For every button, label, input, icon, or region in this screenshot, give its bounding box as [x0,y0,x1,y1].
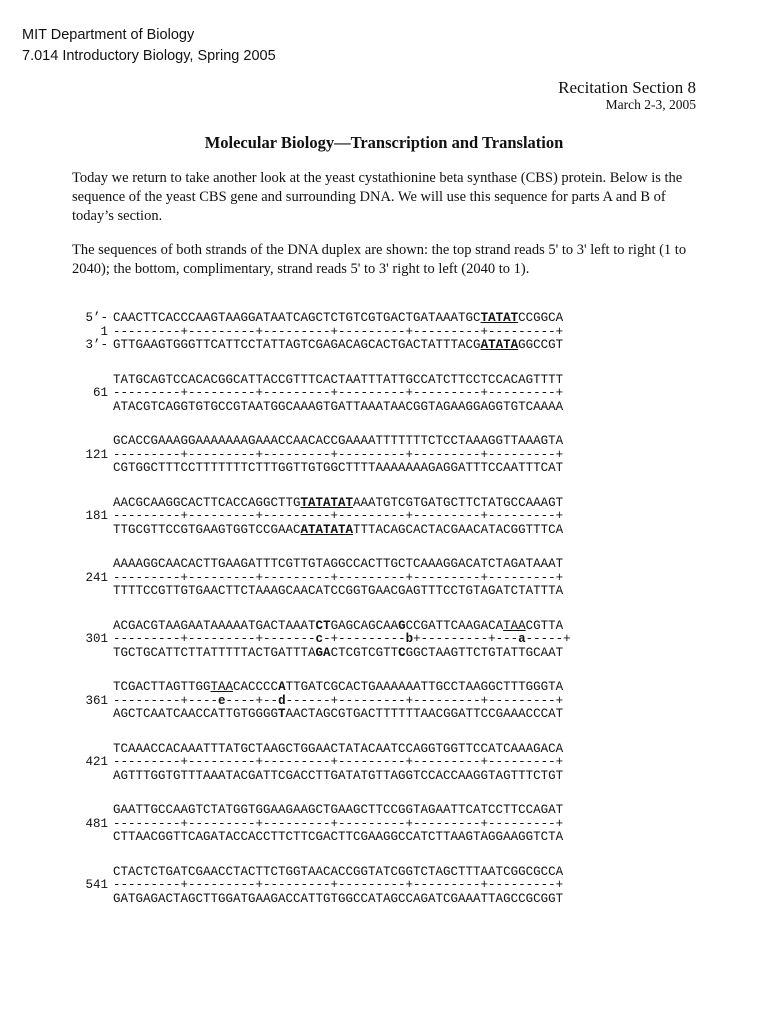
bottom-strand: GATGAGACTAGCTTGGATGAAGACCATTGTGGCCATAGCCAGATCGAAATTAGCCGCGGT [113,891,564,906]
position-number: 121 [85,447,108,462]
position-number: 181 [85,509,108,523]
position-number: 481 [85,816,108,831]
top-strand: TCGACTTAGTTGGTAACACCCCATTGATCGCACTGAAAAAATTGCCTAAGGCTTTGGGTA [113,680,564,694]
position-number: 1 [100,324,108,339]
sequence-block [0,557,768,619]
position-number: 301 [85,632,108,646]
top-strand: ACGACGTAAGAATAAAAATGACTAAATCTGAGCAGCAAGCCGATTCAAGACATAACGTTA [113,618,564,633]
ruler: ---------+---------+---------+---------+---------+---------+ [113,570,564,585]
strand-description-paragraph: The sequences of both strands of the DNA duplex are shown: the top strand reads 5' to 3' left to right (1 to 2040); the bottom, complimentary, strand reads 5' to 3' right to left (2040 to 1). [72,242,687,277]
ruler: ---------+---------+---------+---------+---------+---------+ [113,878,564,892]
bottom-strand: TTGCGTTCCGTGAAGTGGTCCGAACATATATATTTACAGCACTACGAACATACGGTTTCA [113,522,564,537]
top-strand: CTACTCTGATCGAACCTACTTCTGGTAACACCGGTATCGGTCTAGCTTTAATCGGCGCCA [113,864,564,879]
ruler: ---------+---------+---------+---------+---------+---------+ [113,324,564,339]
sequence-block [0,803,768,865]
position-number: 421 [85,755,108,769]
intro-paragraph: Today we return to take another look at the yeast cystathionine beta synthase (CBS) protein. Below is the sequence of the yeast CBS gene and surrounding DNA. We will use this sequence for parts A and B of today’s section. [72,170,683,224]
sequence-block [0,373,768,435]
bottom-strand: CGTGGCTTTCCTTTTTTTCTTTGGTTGTGGCTTTTAAAAAAAGAGGATTTCCAATTTCAT [113,461,564,475]
bottom-strand-label: 3’- [85,338,108,352]
ruler: ---------+---------+-------c-+---------b+---------+---a-----+ [113,632,571,646]
sequence-block [0,680,768,742]
sequence-block [0,619,768,681]
top-strand: GAATTGCCAAGTCTATGGTGGAAGAAGCTGAAGCTTCCGGTAGAATTCATCCTTCCAGAT [113,803,564,817]
bottom-strand: GTTGAAGTGGGTTCATTCCTATTAGTCGAGACAGCACTGACTATTTACGATATAGGCCGT [113,338,564,352]
top-strand: CAACTTCACCCAAGTAAGGATAATCAGCTCTGTCGTGACTGATAAATGCTATATCCGGCA [113,311,564,325]
sequence-block [0,496,768,558]
top-strand-label: 5’- [85,311,108,325]
department-name: MIT Department of Biology [22,27,195,43]
bottom-strand: CTTAACGGTTCAGATACCACCTTCTTCGACTTCGAAGGCCATCTTAAGTAGGAAGGTCTA [113,830,564,844]
sequence-block [0,742,768,804]
ruler: ---------+---------+---------+---------+---------+---------+ [113,447,564,462]
ruler: ---------+---------+---------+---------+---------+---------+ [113,386,564,400]
dna-sequence [0,311,768,926]
bottom-strand: TGCTGCATTCTTATTTTTACTGATTTAGACTCGTCGTTCGGCTAAGTTCTGTATTGCAAT [113,645,564,660]
ruler: ---------+---------+---------+---------+---------+---------+ [113,816,564,831]
bottom-strand: AGCTCAATCAACCATTGTGGGGTAACTAGCGTGACTTTTTTAACGGATTCCGAAACCCAT [113,707,564,721]
ruler: ---------+----e----+--d------+---------+---------+---------+ [113,693,564,708]
top-strand: AACGCAAGGCACTTCACCAGGCTTGTATATATAAATGTCGTGATGCTTCTATGCCAAAGT [113,495,564,510]
bottom-strand: AGTTTGGTGTTTAAATACGATTCGACCTTGATATGTTAGGTCCACCAAGGTAGTTTCTGT [113,768,564,783]
course-name: 7.014 Introductory Biology, Spring 2005 [22,48,276,64]
position-number: 541 [85,878,108,892]
top-strand: TCAAACCACAAATTTATGCTAAGCTGGAACTATACAATCCAGGTGGTTCCATCAAAGACA [113,741,564,756]
sequence-block [0,865,768,927]
top-strand: AAAAGGCAACACTTGAAGATTTCGTTGTAGGCCACTTGCTCAAAGGACATCTAGATAAAT [113,557,564,571]
position-number: 61 [92,386,108,400]
position-number: 241 [85,570,108,585]
ruler: ---------+---------+---------+---------+---------+---------+ [113,509,564,523]
top-strand: TATGCAGTCCACACGGCATTACCGTTTCACTAATTTATTGCCATCTTCCTCCACAGTTTT [113,372,564,387]
sequence-block [0,434,768,496]
position-number: 361 [85,693,108,708]
bottom-strand: ATACGTCAGGTGTGCCGTAATGGCAAAGTGATTAAATAACGGTAGAAGGAGGTGTCAAAA [113,399,564,414]
page-title: Molecular Biology—Transcription and Translation [204,133,564,152]
ruler: ---------+---------+---------+---------+---------+---------+ [113,755,564,769]
sequence-block [0,311,768,373]
recitation-section: Recitation Section 8 [558,78,696,97]
recitation-date: March 2-3, 2005 [605,97,696,112]
bottom-strand: TTTTCCGTTGTGAACTTCTAAAGCAACATCCGGTGAACGAGTTTCCTGTAGATCTATTTA [113,584,564,598]
top-strand: GCACCGAAAGGAAAAAAAGAAACCAACACCGAAAATTTTTTTCTCCTAAAGGTTAAAGTA [113,434,564,448]
